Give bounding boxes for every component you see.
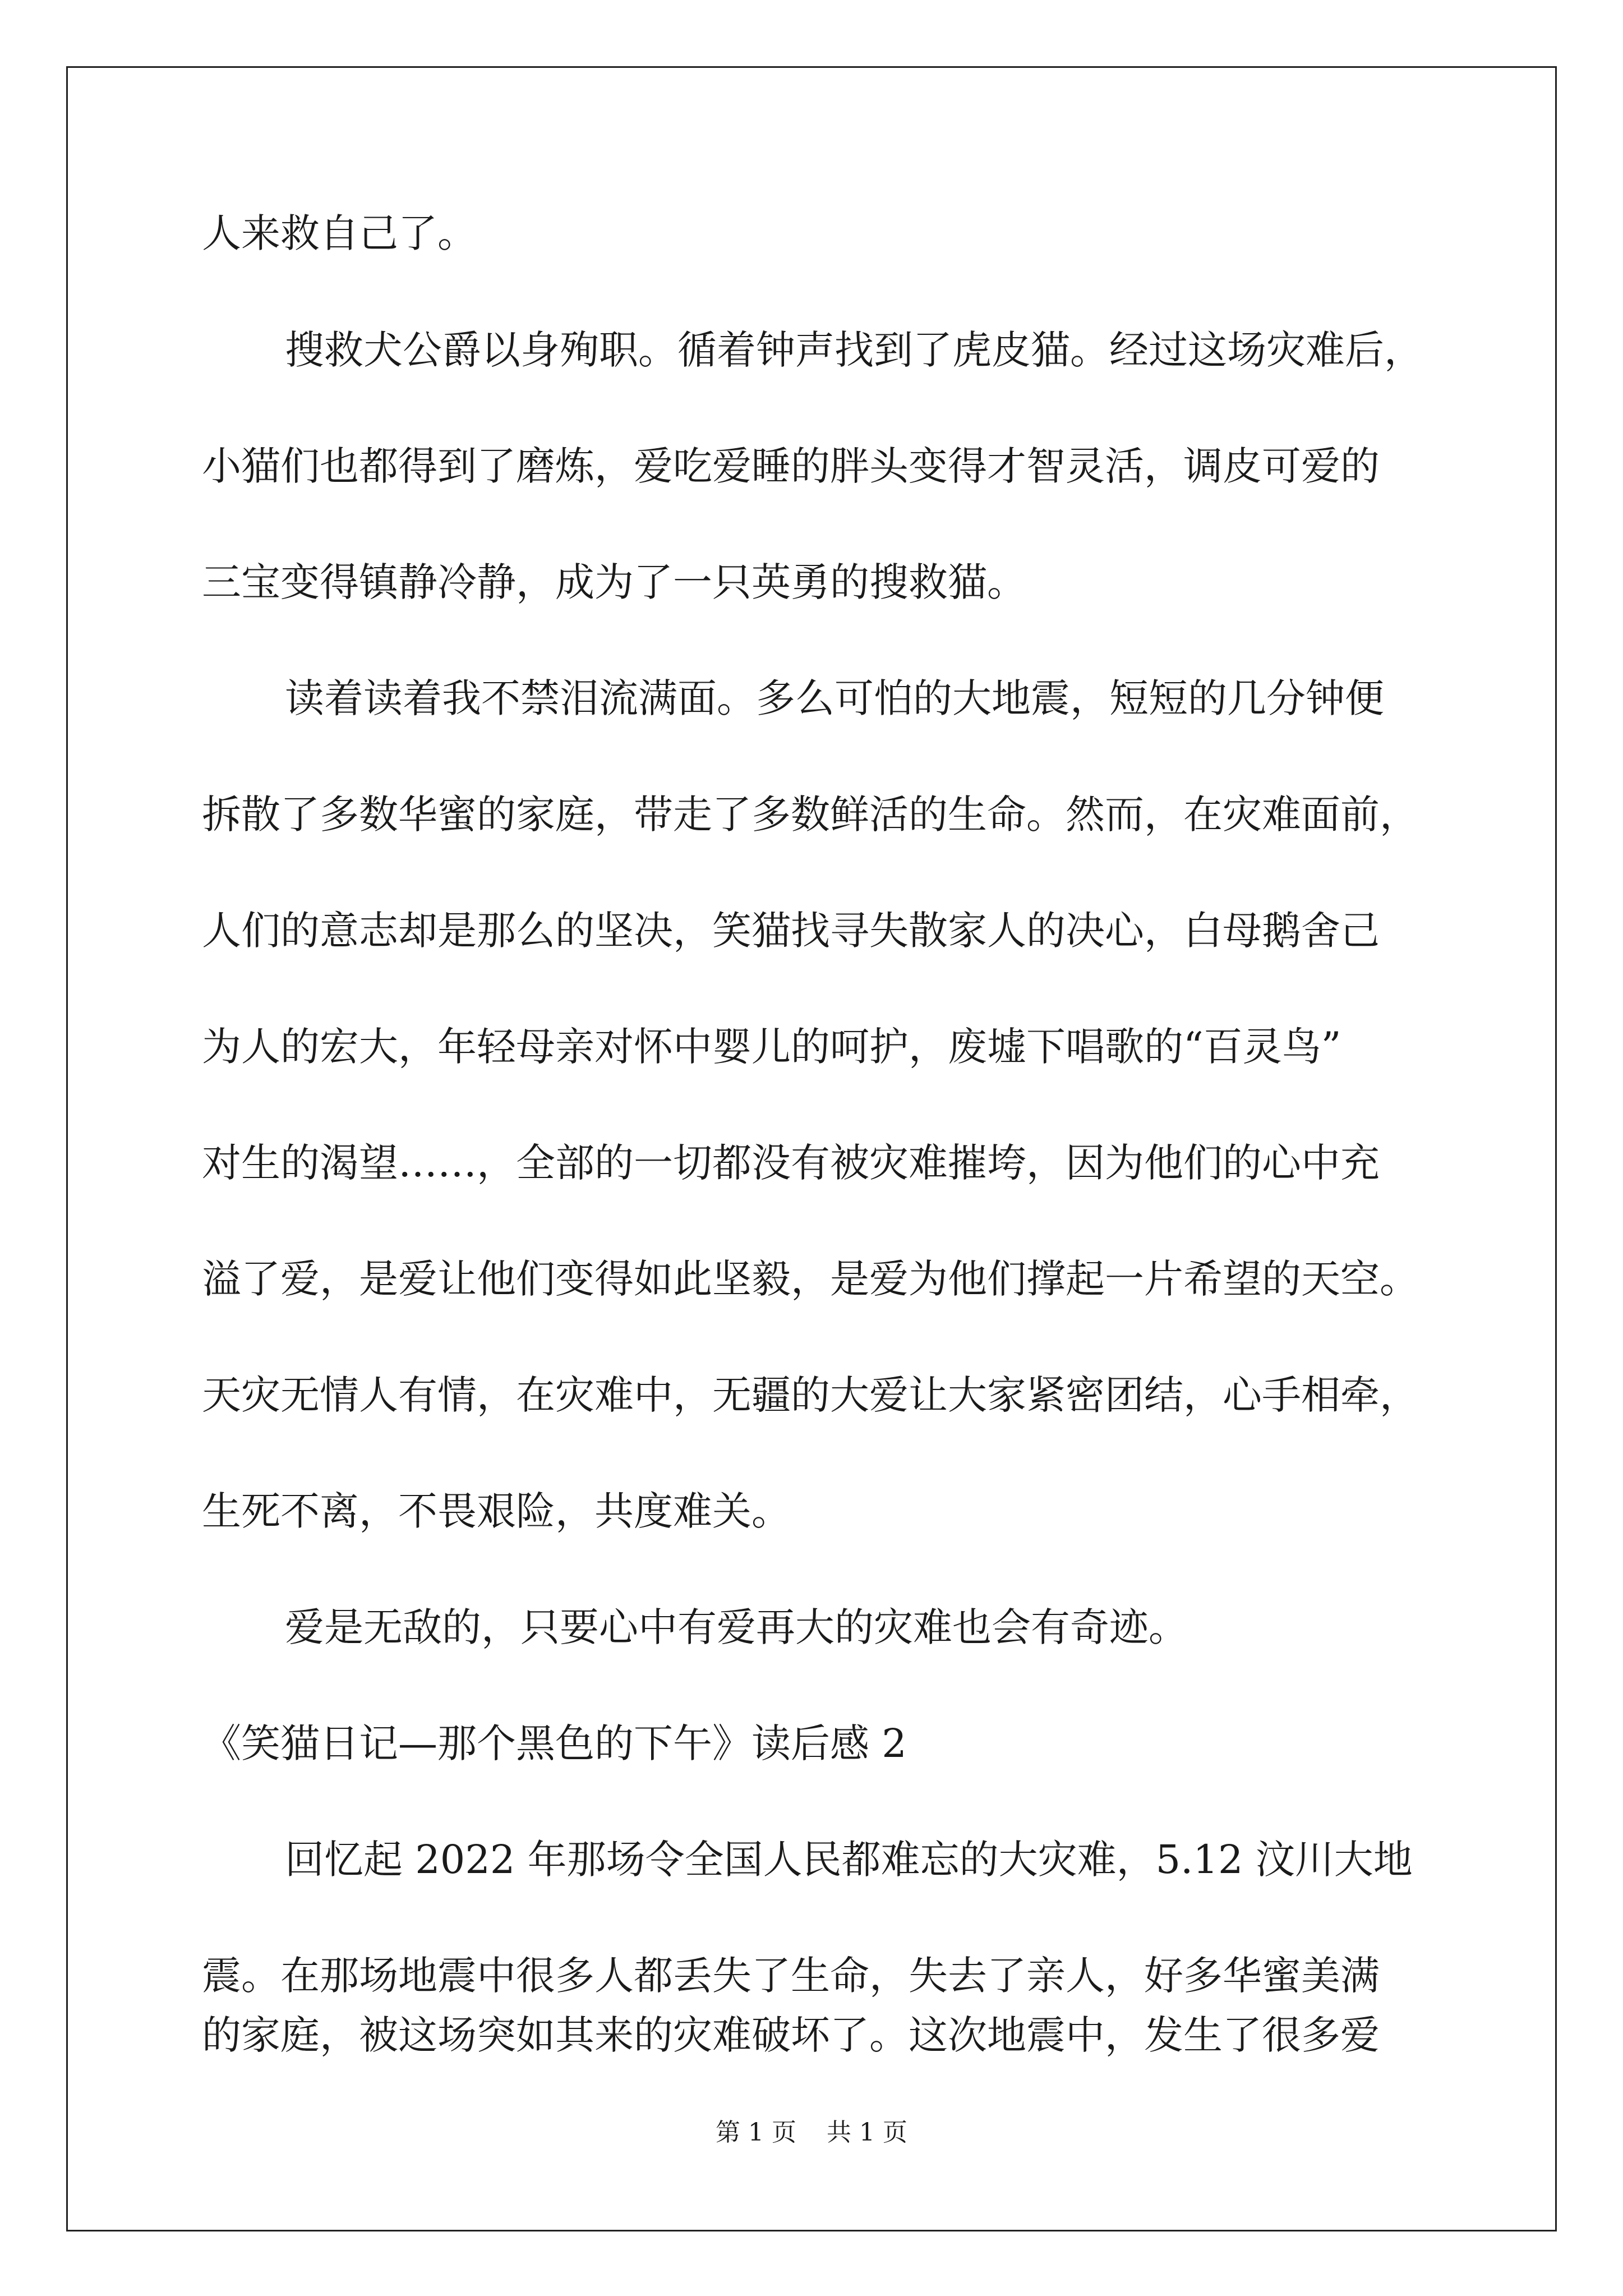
body-line: 对生的渴望……，全部的一切都没有被灾难摧垮，因为他们的心中充 xyxy=(202,1140,1380,1186)
body-line: 读着读着我不禁泪流满面。多么可怕的大地震，短短的几分钟便 xyxy=(285,675,1384,721)
body-line: 震。在那场地震中很多人都丢失了生命，失去了亲人，好多华蜜美满 xyxy=(202,1953,1380,1999)
body-line: 生死不离，不畏艰险，共度难关。 xyxy=(202,1488,791,1534)
page-count: 共 1 页 xyxy=(827,2118,907,2147)
body-line: 天灾无情人有情，在灾难中，无疆的大爱让大家紧密团结，心手相牵， xyxy=(202,1372,1419,1418)
body-line: 为人的宏大，年轻母亲对怀中婴儿的呵护，废墟下唱歌的“百灵鸟” xyxy=(202,1024,1341,1070)
body-line: 小猫们也都得到了磨炼，爱吃爱睡的胖头变得才智灵活，调皮可爱的 xyxy=(202,443,1380,489)
body-line: 人们的意志却是那么的坚决，笑猫找寻失散家人的决心，白母鹅舍己 xyxy=(202,908,1380,954)
body-line: 拆散了多数华蜜的家庭，带走了多数鲜活的生命。然而，在灾难面前， xyxy=(202,792,1419,838)
body-line: 爱是无敌的，只要心中有爱再大的灾难也会有奇迹。 xyxy=(285,1604,1188,1650)
body-line: 的家庭，被这场突如其来的灾难破坏了。这次地震中，发生了很多爱 xyxy=(202,2012,1380,2058)
section-title: 《笑猫日记—那个黑色的下午》读后感 2 xyxy=(202,1720,907,1766)
body-line: 人来救自己了。 xyxy=(202,210,477,256)
body-line: 溢了爱，是爱让他们变得如此坚毅，是爱为他们撑起一片希望的天空。 xyxy=(202,1256,1419,1302)
page-footer xyxy=(0,2116,1623,2150)
body-line: 三宝变得镇静冷静，成为了一只英勇的搜救猫。 xyxy=(202,559,1026,605)
body-line: 回忆起 2022 年那场令全国人民都难忘的大灾难，5.12 汶川大地 xyxy=(285,1837,1413,1883)
body-line: 搜救犬公爵以身殉职。循着钟声找到了虎皮猫。经过这场灾难后， xyxy=(285,327,1423,373)
page-number: 第 1 页 xyxy=(716,2118,796,2147)
